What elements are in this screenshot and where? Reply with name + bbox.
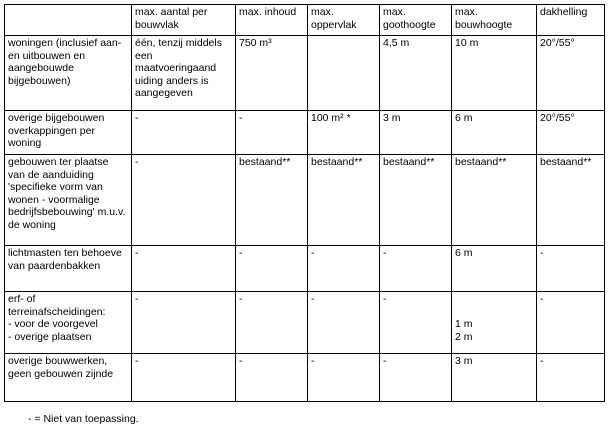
table-row	[5, 246, 605, 292]
table-cell: bestaand**	[236, 155, 308, 246]
table-cell: -	[236, 246, 308, 292]
header-cell-max-oppervlak: max. oppervlak	[308, 5, 380, 36]
regulations-table	[4, 4, 605, 402]
table-cell: bestaand**	[537, 155, 605, 246]
table-cell: -	[236, 292, 308, 354]
header-cell-max-goothoogte: max. goothoogte	[380, 5, 452, 36]
table-cell: 6 m	[452, 111, 537, 155]
table-row	[5, 292, 605, 354]
table-cell: -	[132, 292, 236, 354]
table-cell: 4,5 m	[380, 36, 452, 111]
row-label: erf- of terreinafscheidingen: - voor de voorgevel - overige plaatsen	[5, 292, 132, 354]
table-cell: 750 m³	[236, 36, 308, 111]
table-cell: 6 m	[452, 246, 537, 292]
table-cell: één, tenzij middels een maatvoeringaand uiding anders is aangegeven	[132, 36, 236, 111]
table-row	[5, 36, 605, 111]
table-cell: bestaand**	[380, 155, 452, 246]
header-cell-max-bouwhoogte: max. bouwhoogte	[452, 5, 537, 36]
table-cell: 3 m	[452, 354, 537, 402]
table-cell: -	[308, 246, 380, 292]
row-label: gebouwen ter plaatse van de aanduiding 'specifieke vorm van wonen - voormalige bedrijfsbebouwing' m.u.v. de woning	[5, 155, 132, 246]
table-cell: 10 m	[452, 36, 537, 111]
row-label: lichtmasten ten behoeve van paardenbakken	[5, 246, 132, 292]
header-cell-dakhelling: dakhelling	[537, 5, 605, 36]
table-cell: -	[132, 155, 236, 246]
table-cell: -	[537, 354, 605, 402]
table-cell: -	[380, 246, 452, 292]
table-cell: 20°/55°	[537, 111, 605, 155]
table-row	[5, 111, 605, 155]
header-cell-empty	[5, 5, 132, 36]
footnote: - = Niet van toepassing.	[28, 413, 139, 425]
table-cell: -	[308, 354, 380, 402]
table-cell: 3 m	[380, 111, 452, 155]
header-cell-max-inhoud: max. inhoud	[236, 5, 308, 36]
table-cell: bestaand**	[452, 155, 537, 246]
table-cell: -	[132, 246, 236, 292]
table-cell: -	[537, 292, 605, 354]
table-cell: -	[308, 292, 380, 354]
table-cell: -	[236, 354, 308, 402]
row-label: overige bijgebouwen overkappingen per woning	[5, 111, 132, 155]
table-cell: bestaand**	[308, 155, 380, 246]
table-row	[5, 354, 605, 402]
header-row	[5, 5, 605, 36]
table-cell	[308, 36, 380, 111]
row-label: woningen (inclusief aan- en uitbouwen en aangebouwde bijgebouwen)	[5, 36, 132, 111]
table-cell: -	[236, 111, 308, 155]
table-row	[5, 155, 605, 246]
table-cell: -	[132, 354, 236, 402]
row-label: overige bouwwerken, geen gebouwen zijnde	[5, 354, 132, 402]
table-cell: -	[380, 292, 452, 354]
header-cell-max-aantal: max. aantal per bouwvlak	[132, 5, 236, 36]
table-cell: 100 m² *	[308, 111, 380, 155]
table-cell: -	[380, 354, 452, 402]
table-cell: -	[537, 246, 605, 292]
table-cell: -	[132, 111, 236, 155]
table-cell: 1 m 2 m	[452, 292, 537, 354]
table-cell: 20°/55°	[537, 36, 605, 111]
